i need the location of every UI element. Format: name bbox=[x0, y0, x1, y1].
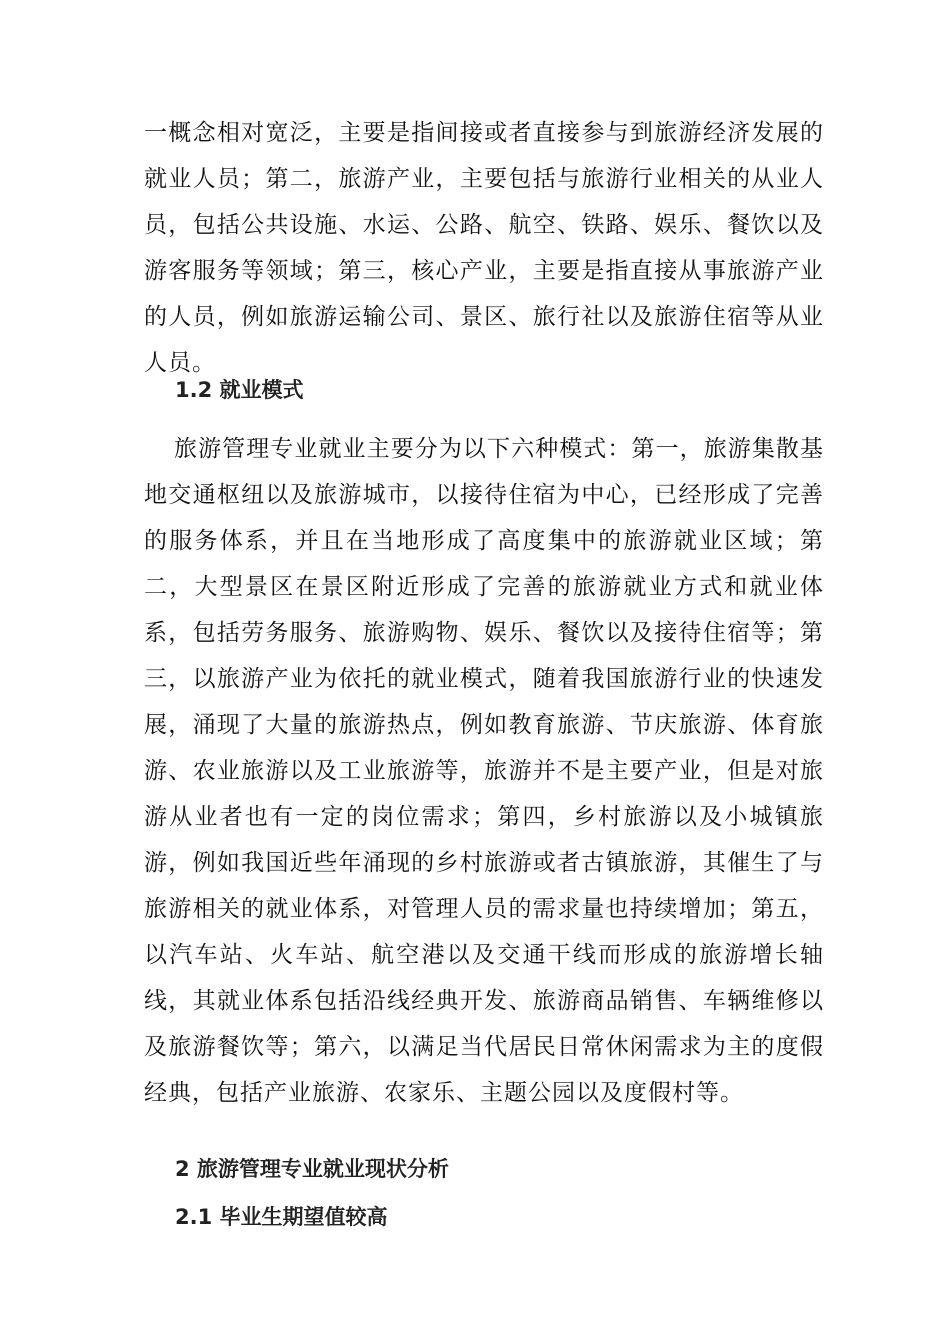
section-heading-1-2: 1.2 就业模式 bbox=[175, 378, 304, 402]
body-paragraph: 旅游管理专业就业主要分为以下六种模式：第一，旅游集散基地交通枢纽以及旅游城市，以接待住宿为中心，已经形成了完善的服务体系，并且在当地形成了高度集中的旅游就业区域；第二，大型景区在景区附近形成了完善的旅游就业方式和就业体系，包括劳务服务、旅游购物、娱乐、餐饮以及接待住宿等；第三，以旅游产业为依托的就业模式，随着我国旅游行业的快速发展，涌现了大量的旅游热点，例如教育旅游、节庆旅游、体育旅游、农业旅游以及工业旅游等，旅游并不是主要产业，但是对旅游从业者也有一定的岗位需求；第四，乡村旅游以及小城镇旅游，例如我国近些年涌现的乡村旅游或者古镇旅游，其催生了与旅游相关的就业体系，对管理人员的需求量也持续增加；第五，以汽车站、火车站、航空港以及交通干线而形成的旅游增长轴线，其就业体系包括沿线经典开发、旅游商品销售、车辆维修以及旅游餐饮等；第六，以满足当代居民日常休闲需求为主的度假经典，包括产业旅游、农家乐、主题公园以及度假村等。 bbox=[144, 436, 824, 1106]
body-paragraph: 一概念相对宽泛，主要是指间接或者直接参与到旅游经济发展的就业人员；第二，旅游产业，主要包括与旅游行业相关的从业人员，包括公共设施、水运、公路、航空、铁路、娱乐、餐饮以及游客服务等领域；第三，核心产业，主要是指直接从事旅游产业的人员，例如旅游运输公司、景区、旅行社以及旅游住宿等从业人员。 bbox=[144, 120, 824, 376]
section-heading-2-1: 2.1 毕业生期望值较高 bbox=[175, 1205, 388, 1229]
section-heading-2: 2 旅游管理专业就业现状分析 bbox=[175, 1157, 449, 1181]
